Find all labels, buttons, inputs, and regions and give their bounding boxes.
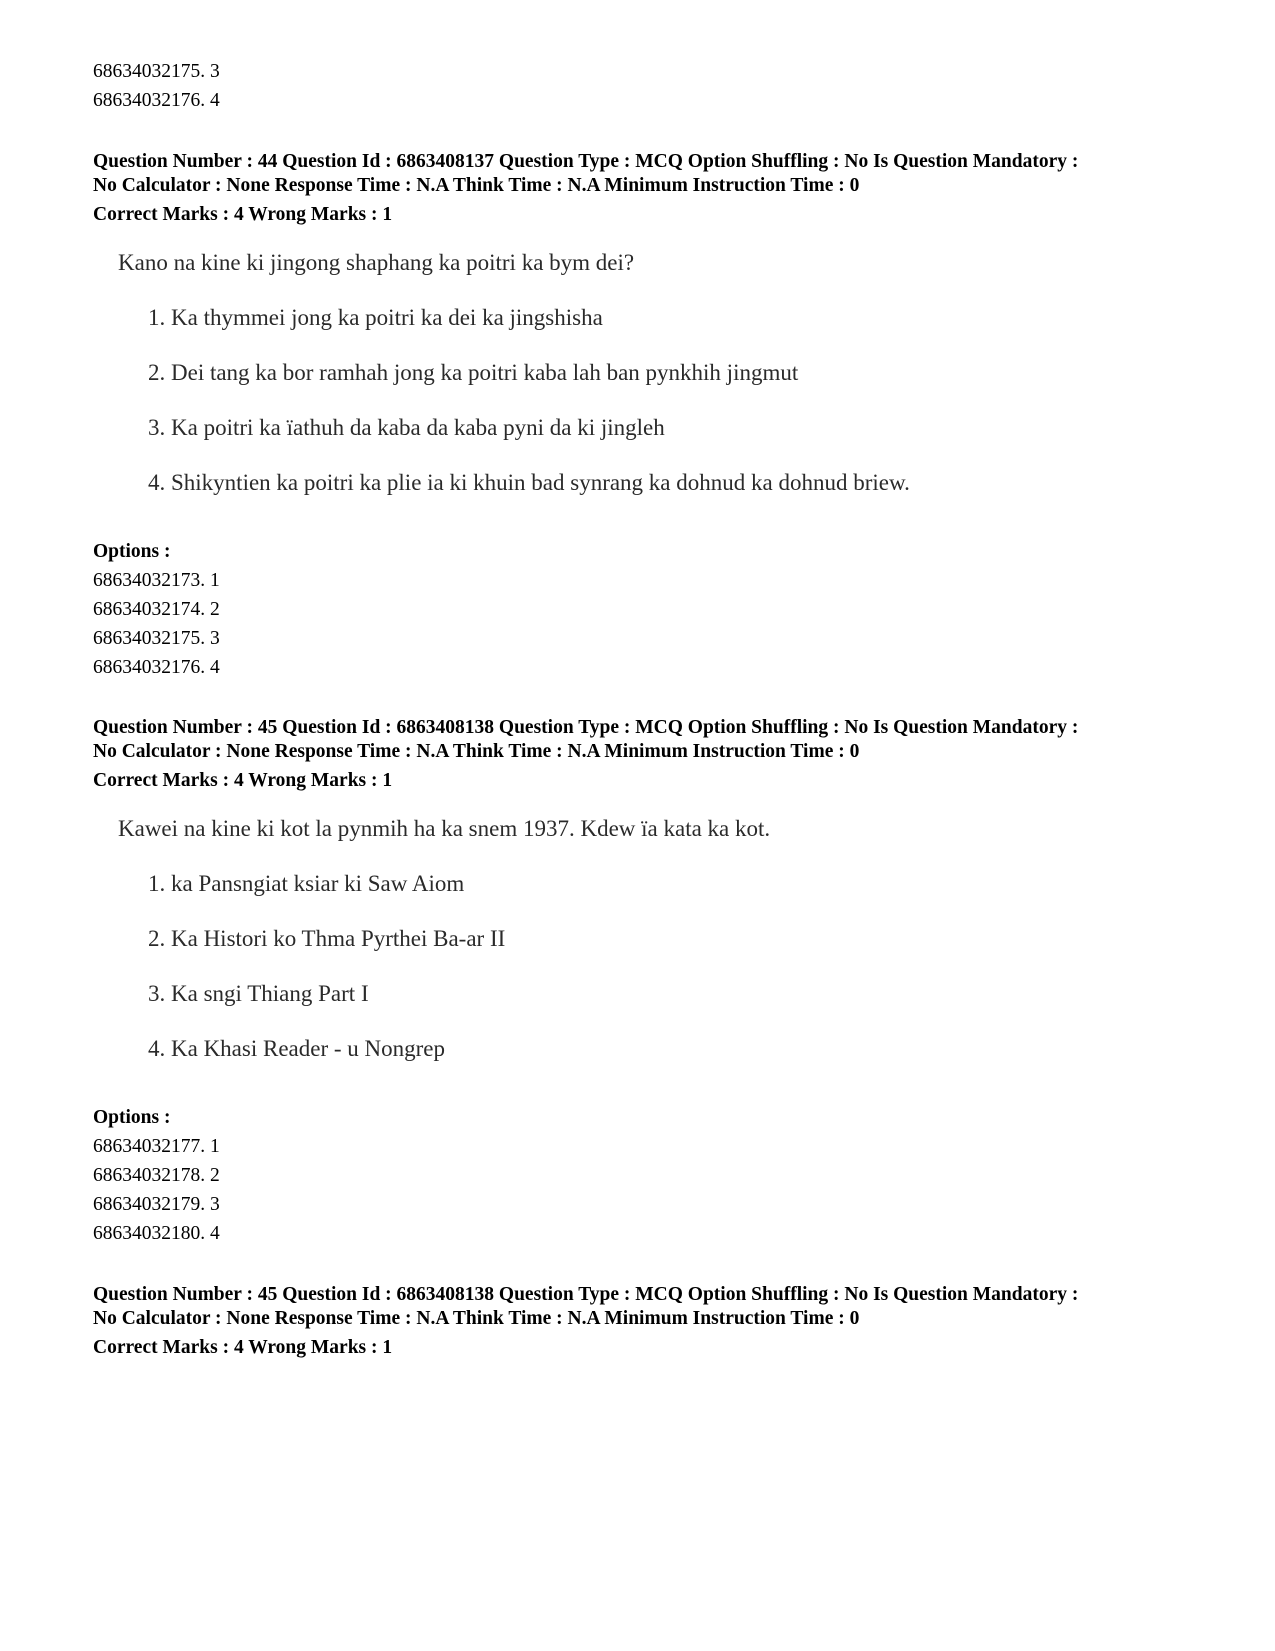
- question-45-options-list: [93, 1132, 220, 1248]
- question-choice-3: 3. Ka sngi Thiang Part I: [148, 981, 369, 1006]
- question-45-meta: [93, 716, 1203, 793]
- question-text: Kano na kine ki jingong shaphang ka poitri ka bym dei?: [118, 250, 635, 275]
- question-choice-1: 1. ka Pansngiat ksiar ki Saw Aiom: [148, 871, 465, 896]
- question-choice-4: 4. Shikyntien ka poitri ka plie ia ki khuin bad synrang ka dohnud ka dohnud briew.: [148, 470, 910, 495]
- option-item: 68634032176. 4: [93, 657, 220, 678]
- question-meta-line-1: Question Number : 45 Question Id : 6863408138 Question Type : MCQ Option Shuffling : No Is Question Mandatory :: [93, 717, 1079, 738]
- question-meta-line-2: No Calculator : None Response Time : N.A Think Time : N.A Minimum Instruction Time : 0: [93, 175, 860, 196]
- question-44-options-list: [93, 566, 220, 682]
- question-marks: Correct Marks : 4 Wrong Marks : 1: [93, 770, 393, 791]
- question-marks: Correct Marks : 4 Wrong Marks : 1: [93, 204, 393, 225]
- question-meta-line-2: No Calculator : None Response Time : N.A Think Time : N.A Minimum Instruction Time : 0: [93, 741, 860, 762]
- question-choice-2: 2. Dei tang ka bor ramhah jong ka poitri kaba lah ban pynkhih jingmut: [148, 360, 799, 385]
- option-item: 68634032179. 3: [93, 1194, 220, 1215]
- option-item: 68634032175. 3: [93, 61, 220, 82]
- options-heading: Options :: [93, 541, 171, 562]
- question-44-meta: [93, 150, 1203, 227]
- question-44-image: [118, 236, 1018, 510]
- question-marks: Correct Marks : 4 Wrong Marks : 1: [93, 1337, 393, 1358]
- question-46-meta: [93, 1283, 1203, 1360]
- option-item: 68634032175. 3: [93, 628, 220, 649]
- option-item: 68634032174. 2: [93, 599, 220, 620]
- question-meta-line-1: Question Number : 45 Question Id : 6863408138 Question Type : MCQ Option Shuffling : No Is Question Mandatory :: [93, 1284, 1079, 1305]
- question-45-image: [118, 802, 1018, 1076]
- option-item: 68634032176. 4: [93, 90, 220, 111]
- question-choice-3: 3. Ka poitri ka ïathuh da kaba da kaba pyni da ki jingleh: [148, 415, 665, 440]
- options-heading: Options :: [93, 1107, 171, 1128]
- previous-options-list: [93, 57, 220, 115]
- question-text: Kawei na kine ki kot la pynmih ha ka snem 1937. Kdew ïa kata ka kot.: [118, 816, 771, 841]
- option-item: 68634032178. 2: [93, 1165, 220, 1186]
- question-meta-line-1: Question Number : 44 Question Id : 6863408137 Question Type : MCQ Option Shuffling : No Is Question Mandatory :: [93, 151, 1079, 172]
- question-choice-1: 1. Ka thymmei jong ka poitri ka dei ka jingshisha: [148, 305, 603, 330]
- option-item: 68634032177. 1: [93, 1136, 220, 1157]
- question-meta-line-2: No Calculator : None Response Time : N.A Think Time : N.A Minimum Instruction Time : 0: [93, 1308, 860, 1329]
- question-choice-2: 2. Ka Histori ko Thma Pyrthei Ba-ar II: [148, 926, 506, 951]
- question-choice-4: 4. Ka Khasi Reader - u Nongrep: [148, 1036, 445, 1061]
- option-item: 68634032173. 1: [93, 570, 220, 591]
- option-item: 68634032180. 4: [93, 1223, 220, 1244]
